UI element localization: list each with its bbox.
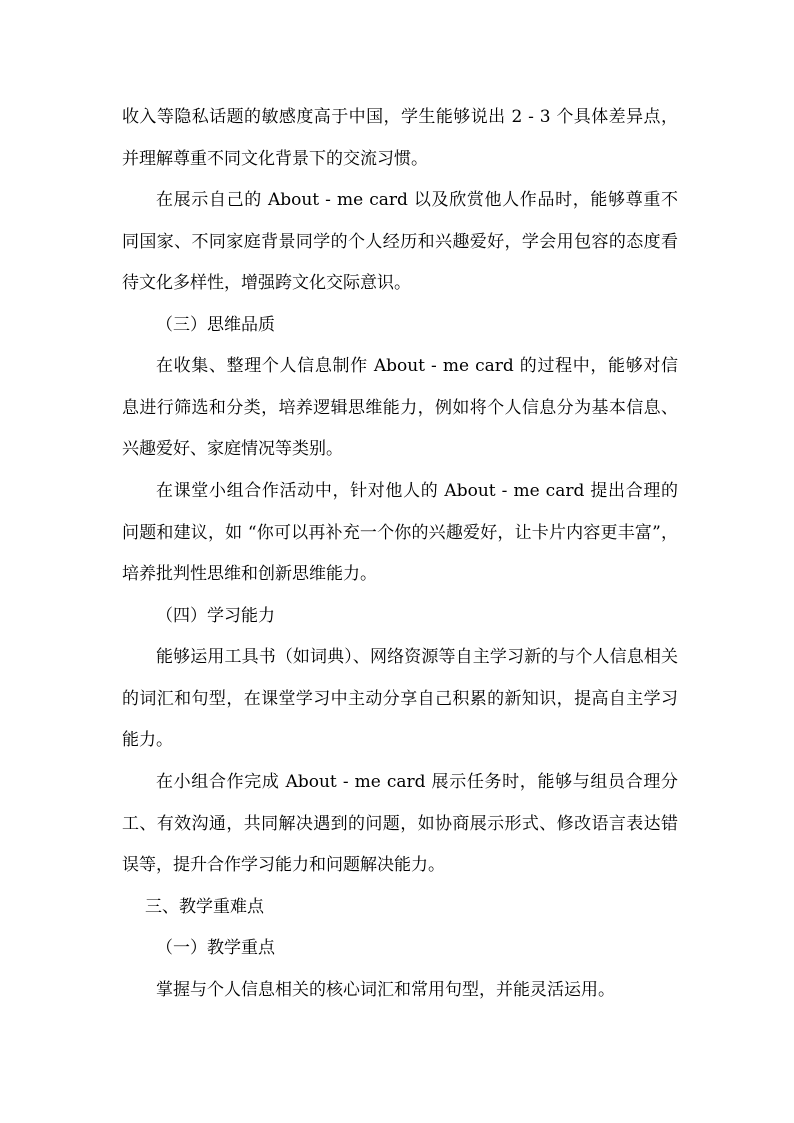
paragraph-info-organizing: 在收集、整理个人信息制作 About - me card 的过程中，能够对信息进行筛选和分类，培养逻辑思维能力，例如将个人信息分为基本信息、兴趣爱好、家庭情况等类别。 bbox=[122, 356, 678, 459]
paragraph-self-study: 能够运用工具书（如词典）、网络资源等自主学习新的与个人信息相关的词汇和句型，在课堂学习中主动分享自己积累的新知识，提高自主学习能力。 bbox=[122, 647, 678, 750]
heading-key-difficult-points: 三、教学重难点 bbox=[145, 897, 264, 917]
heading-teaching-focus: （一）教学重点 bbox=[156, 938, 275, 958]
heading-thinking-quality: （三）思维品质 bbox=[156, 315, 275, 335]
paragraph-group-cooperation: 在小组合作完成 About - me card 展示任务时，能够与组员合理分工、有效沟通，共同解决遇到的问题，如协商展示形式、修改语言表达错误等，提升合作学习能力和问题解决能力。 bbox=[122, 772, 678, 875]
paragraph-core-vocabulary: 掌握与个人信息相关的核心词汇和常用句型，并能灵活运用。 bbox=[156, 980, 615, 1000]
paragraph-about-me-respect: 在展示自己的 About - me card 以及欣赏他人作品时，能够尊重不同国家、不同家庭背景同学的个人经历和兴趣爱好，学会用包容的态度看待文化多样性，增强跨文化交际意识。 bbox=[122, 190, 678, 293]
paragraph-culture-sensitivity: 收入等隐私话题的敏感度高于中国，学生能够说出 2 - 3 个具体差异点，并理解尊重不同文化背景下的交流习惯。 bbox=[122, 107, 678, 169]
paragraph-group-feedback: 在课堂小组合作活动中，针对他人的 About - me card 提出合理的问题和建议，如 “你可以再补充一个你的兴趣爱好，让卡片内容更丰富”，培养批判性思维和创新思维能力。 bbox=[122, 481, 678, 584]
heading-learning-ability: （四）学习能力 bbox=[156, 606, 275, 626]
